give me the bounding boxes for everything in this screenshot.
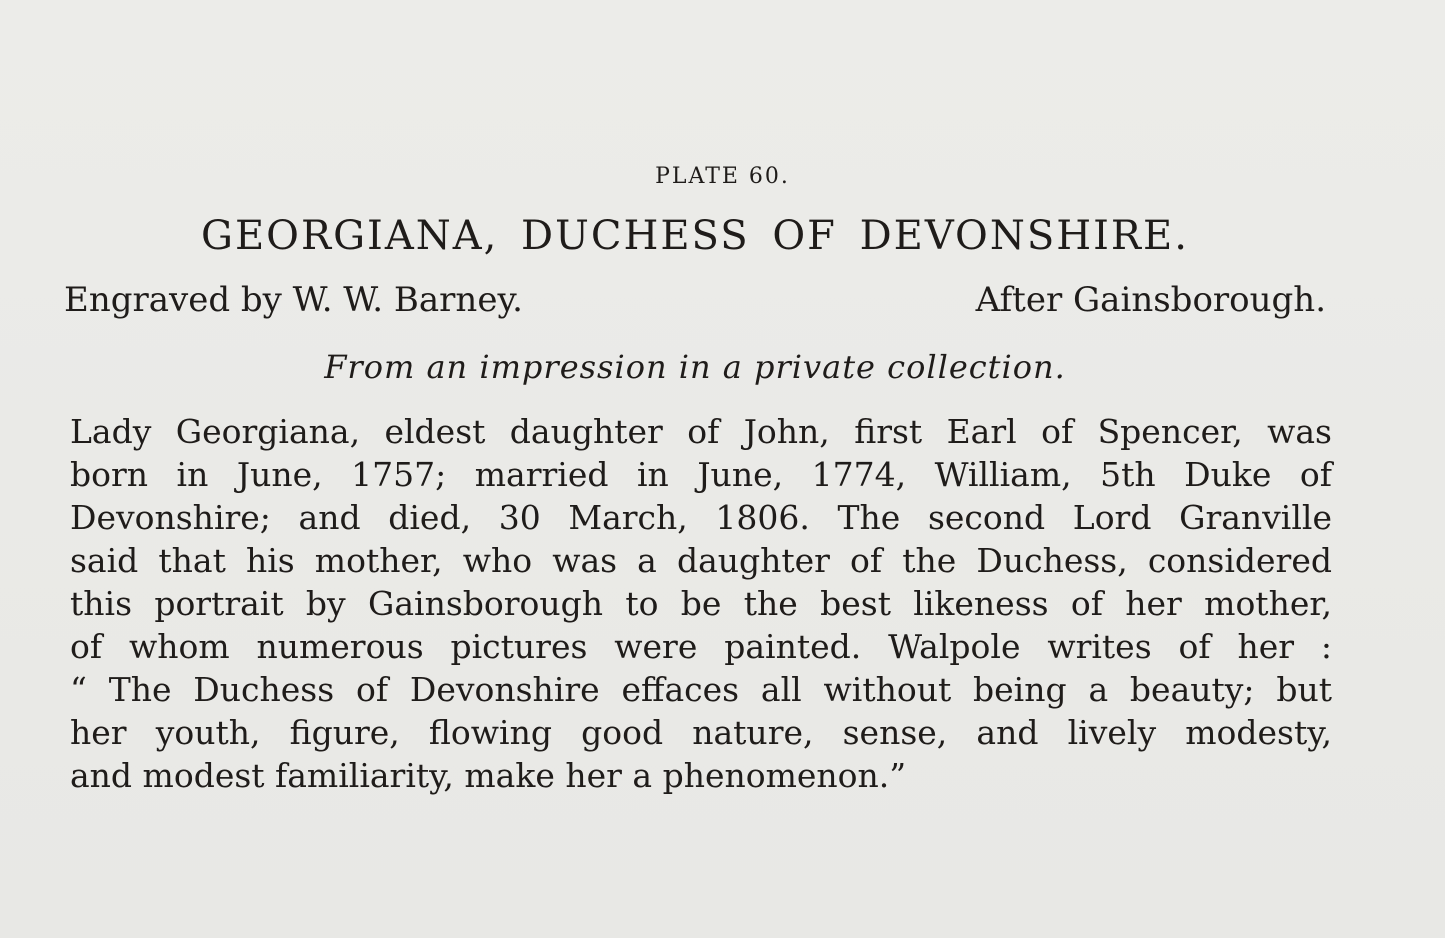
artist-credit: After Gainsborough. (975, 280, 1326, 320)
paragraph-line: this portrait by Gainsborough to be the best likeness of her mother, (70, 584, 1332, 623)
paragraph-line: and modest familiarity, make her a phenomenon.” (70, 756, 907, 795)
engraver-credit: Engraved by W. W. Barney. (64, 280, 523, 320)
plate-title: GEORGIANA, DUCHESS OF DEVONSHIRE. (201, 213, 1189, 259)
paragraph-line: of whom numerous pictures were painted. Walpole writes of her : (70, 627, 1332, 666)
biography-paragraph (70, 410, 1332, 797)
paragraph-line: Lady Georgiana, eldest daughter of John, first Earl of Spencer, was (70, 412, 1332, 451)
credits-line (64, 280, 1326, 320)
paragraph-line: said that his mother, who was a daughter of the Duchess, considered (70, 541, 1332, 580)
paragraph-line: Devonshire; and died, 30 March, 1806. The second Lord Granville (70, 498, 1332, 537)
paragraph-line: her youth, figure, flowing good nature, sense, and lively modesty, (70, 713, 1332, 752)
plate-label-text: PLATE 60. (655, 164, 790, 189)
plate-label (0, 157, 1445, 190)
paragraph-line: “ The Duchess of Devonshire effaces all without being a beauty; but (70, 670, 1332, 709)
provenance-note: From an impression in a private collection. (324, 348, 1066, 386)
paragraph-line: born in June, 1757; married in June, 1774, William, 5th Duke of (70, 455, 1332, 494)
